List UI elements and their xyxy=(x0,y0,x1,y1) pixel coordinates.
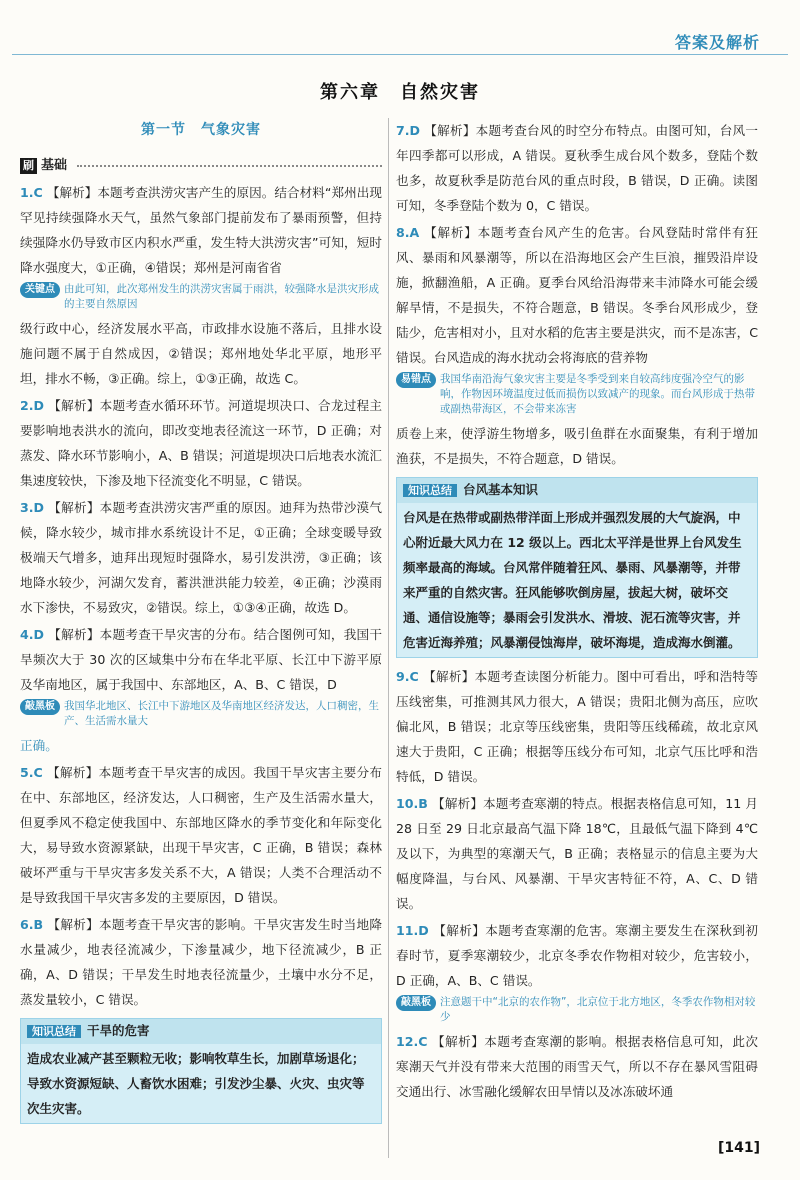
answer-text: 【解析】本题考查寒潮的影响。根据表格信息可知，此次寒潮天气并没有带来大范围的雨雪天气，所以不存在暴风雪阻碍交通出行、冰雪融化缓解农田旱情以及冰冻破坏通 xyxy=(396,1034,758,1099)
summary-key: 知识总结 xyxy=(403,484,457,497)
answer-item xyxy=(20,316,382,391)
dotted-rule xyxy=(77,165,382,167)
header-title: 答案及解析 xyxy=(674,33,760,52)
answer-item xyxy=(396,220,758,370)
answer-item xyxy=(396,1029,758,1104)
summary-header xyxy=(21,1019,381,1044)
answer-text: 【解析】本题考查洪涝灾害产生的原因。结合材料“郑州出现罕见持续强降水天气，虽然气象部门提前发布了暴雨预警，但持续强降水仍导致市区内积水严重，发生特大洪涝灾害”可知，短时降水强度大，①正确，④错误；郑州是河南省省 xyxy=(20,185,382,275)
answer-number: 4.D xyxy=(20,627,45,642)
note-text: 注意题干中“北京的农作物”，北京位于北方地区，冬季农作物相对较少 xyxy=(440,996,756,1023)
summary-body: 台风是在热带或副热带洋面上形成并强烈发展的大气旋涡，中心附近最大风力在 12 级以上。西北太平洋是世界上台风发生频率最高的海域。台风常伴随着狂风、暴雨、风暴潮等，并带来严重的自然灾害。狂风能够吹倒房屋，拔起大树，破坏交通、通信设施等；暴雨会引发洪水、滑坡、泥石流等灾害，并危害近海养殖；风暴潮侵蚀海岸，破坏海堤，造成海水倒灌。 xyxy=(397,503,757,657)
note-badge: 敲黑板 xyxy=(396,995,436,1011)
chapter-title: 第六章 自然灾害 xyxy=(320,82,480,103)
note-badge: 敲黑板 xyxy=(20,699,60,715)
knowledge-summary-drought xyxy=(20,1018,382,1124)
answer-text: 【解析】本题考查洪涝灾害严重的原因。迪拜为热带沙漠气候，降水较少，城市排水系统设计不足，①正确；全球变暖导致极端天气增多，迪拜出现短时强降水，易引发洪涝，③正确；该地降水较少，河湖欠发育，蓄洪泄洪能力较差，④正确；沙漠雨水下渗快，不易致灾，②错误。综上，①③④正确，故选 D。 xyxy=(20,500,382,615)
note-text: 由此可知，此次郑州发生的洪涝灾害属于雨洪，较强降水是洪灾形成的主要自然原因 xyxy=(64,283,379,310)
answer-item xyxy=(20,912,382,1012)
note-badge: 易错点 xyxy=(396,372,436,388)
answer-item xyxy=(20,760,382,910)
answer-text: 【解析】本题考查台风产生的危害。台风登陆时常伴有狂风、暴雨和风暴潮等，所以在沿海地区会产生巨浪，摧毁沿岸设施，掀翻渔船，A 正确。夏季台风给沿海带来丰沛降水可能会缓解旱情，不是损失，不符合题意，B 错误。冬季台风形成少，登陆少，危害相对小，且对水稻的危害主要是洪灾，而不是冻害，C 错误。台风造成的海水扰动会将海底的营养物 xyxy=(396,225,759,365)
jichu-label: 基础 xyxy=(41,158,68,173)
answer-text: 质卷上来，使浮游生物增多，吸引鱼群在水面聚集，有利于增加渔获，不是损失，不符合题意，D 错误。 xyxy=(396,426,758,466)
answer-number: 11.D xyxy=(396,923,429,938)
answer-item xyxy=(396,421,758,471)
key-point-note xyxy=(20,282,382,312)
summary-title: 干旱的危害 xyxy=(87,1023,150,1038)
answer-item xyxy=(20,622,382,697)
answer-text: 级行政中心，经济发展水平高，市政排水设施不落后，且排水设施问题不属于自然成因，②错误；郑州地处华北平原，地形平坦，排水不畅，③正确。综上，①③正确，故选 C。 xyxy=(20,321,382,386)
answer-text: 【解析】本题考查干旱灾害的成因。我国干旱灾害主要分布在中、东部地区，经济发达，人口稠密，生产及生活需水量大，但夏季风不稳定使我国中、东部地区降水的季节变化和年际变化大，易导致水资源紧缺，出现干旱灾害，C 正确，B 错误；森林破坏严重与干旱灾害多发关系不大，A 错误；人类不合理活动不是导致我国干旱灾害多发的主要原因，D 错误。 xyxy=(20,765,382,905)
answer-number: 7.D xyxy=(396,123,421,138)
answer-number: 1.C xyxy=(20,185,43,200)
answer-number: 12.C xyxy=(396,1034,428,1049)
answer-item xyxy=(396,664,758,789)
answer-number: 3.D xyxy=(20,500,45,515)
answer-item xyxy=(396,791,758,916)
answer-number: 9.C xyxy=(396,669,419,684)
answer-number: 5.C xyxy=(20,765,43,780)
error-prone-note xyxy=(396,372,758,417)
answer-text: 正确。 xyxy=(20,738,58,753)
answer-item xyxy=(20,495,382,620)
left-column xyxy=(20,118,382,1130)
note-text: 我国华北地区、长江中下游地区及华南地区经济发达，人口稠密，生产、生活需水量大 xyxy=(64,700,379,727)
answer-number: 10.B xyxy=(396,796,428,811)
jichu-tag: 刷 xyxy=(20,158,37,174)
answer-text: 【解析】本题考查干旱灾害的分布。结合图例可知，我国干旱频次大于 30 次的区域集中分布在华北平原、长江中下游平原及华南地区，属于我国中、东部地区，A、B、C 错误，D xyxy=(20,627,382,692)
right-column xyxy=(396,118,758,1106)
answer-text: 【解析】本题考查读图分析能力。图中可看出，呼和浩特等压线密集，可推测其风力很大，A 错误；贵阳北侧为高压，应吹偏北风，B 错误；北京等压线密集，贵阳等压线稀疏，故北京风速大于贵阳，C 正确；根据等压线分布可知，北京气压比呼和浩特低，D 错误。 xyxy=(396,669,758,784)
note-badge: 关键点 xyxy=(20,282,60,298)
section-title: 第一节 气象灾害 xyxy=(141,122,261,138)
blackboard-note xyxy=(20,699,382,729)
summary-key: 知识总结 xyxy=(27,1025,81,1038)
answer-text: 【解析】本题考查台风的时空分布特点。由图可知，台风一年四季都可以形成，A 错误。夏秋季生成台风个数多，登陆个数也多，故夏秋季是防范台风的重点时段，B 错误，D 正确。读图可知，冬季登陆个数为 0，C 错误。 xyxy=(396,123,758,213)
header-rule xyxy=(12,54,788,55)
answer-number: 2.D xyxy=(20,398,45,413)
answer-text: 【解析】本题考查寒潮的特点。根据表格信息可知，11 月 28 日至 29 日北京最高气温下降 18℃，且最低气温下降到 4℃及以下，为典型的寒潮天气，B 正确；表格显示的信息主要为大幅度降温，与台风、风暴潮、干旱灾害特征不符，A、C、D 错误。 xyxy=(396,796,758,911)
blackboard-note xyxy=(396,995,758,1025)
summary-body: 造成农业减产甚至颗粒无收；影响牧草生长，加剧草场退化；导致水资源短缺、人畜饮水困难；引发沙尘暴、火灾、虫灾等次生灾害。 xyxy=(21,1044,381,1123)
answer-item xyxy=(20,180,382,280)
answer-number: 8.A xyxy=(396,225,420,240)
jichu-heading xyxy=(20,153,382,178)
answer-text: 【解析】本题考查干旱灾害的影响。干旱灾害发生时当地降水量减少，地表径流减少，下渗量减少，地下径流减少，B 正确，A、D 错误；干旱发生时地表径流量少，土壤中水分不足，蒸发量较小，C 错误。 xyxy=(20,917,382,1007)
answer-item xyxy=(20,393,382,493)
summary-title: 台风基本知识 xyxy=(463,482,539,497)
page-number: [141] xyxy=(717,1140,760,1156)
note-text: 我国华南沿海气象灾害主要是冬季受到来自较高纬度强冷空气的影响，作物因环境温度过低而损伤以致减产的现象。而台风形成于热带或副热带海区，不会带来冻害 xyxy=(440,373,755,415)
summary-header xyxy=(397,478,757,503)
answer-item xyxy=(396,918,758,993)
answer-item xyxy=(20,733,382,758)
answer-number: 6.B xyxy=(20,917,44,932)
knowledge-summary-typhoon xyxy=(396,477,758,658)
answer-text: 【解析】本题考查寒潮的危害。寒潮主要发生在深秋到初春时节，夏季寒潮较少，北京冬季农作物相对较少，危害较小，D 正确，A、B、C 错误。 xyxy=(396,923,758,988)
answer-text: 【解析】本题考查水循环环节。河道堤坝决口、合龙过程主要影响地表洪水的流向，即改变地表径流这一环节，D 正确；对蒸发、降水环节影响小，A、B 错误；河道堤坝决口后地表水流汇集速度较快，下渗及地下径流变化不明显，C 错误。 xyxy=(20,398,382,488)
column-divider xyxy=(388,118,389,1158)
answer-item xyxy=(396,118,758,218)
